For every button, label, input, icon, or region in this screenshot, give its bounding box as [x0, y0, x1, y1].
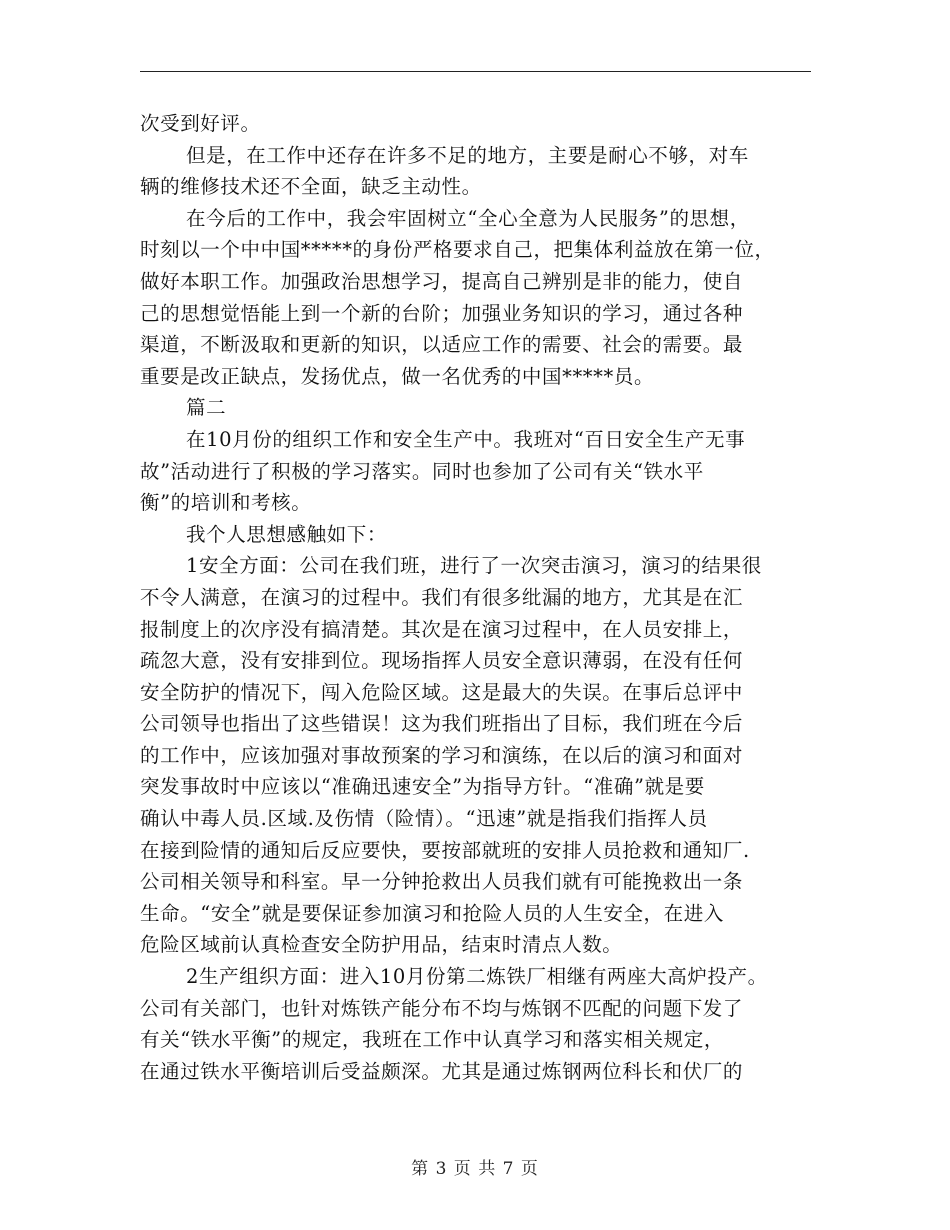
text-line: 篇二: [186, 396, 227, 420]
text-line: 生命。“安全”就是要保证参加演习和抢险人员的人生安全，在进入: [140, 901, 724, 925]
text-line: 时刻以一个中中国*****的身份严格要求自己，把集体利益放在第一位，: [140, 238, 775, 262]
text-line: 在今后的工作中，我会牢固树立“全心全意为人民服务”的思想，: [186, 206, 750, 230]
text-line: 突发事故时中应该以“准确迅速安全”为指导方针。“准确”就是要: [140, 775, 705, 799]
text-line: 1安全方面：公司在我们班，进行了一次突击演习，演习的结果很: [186, 554, 762, 578]
text-line: 次受到好评。: [140, 112, 261, 135]
text-line: 公司相关领导和科室。早一分钟抢救出人员我们就有可能挽救出一条: [140, 870, 744, 894]
text-line: 衡”的培训和考核。: [140, 491, 312, 515]
text-line: 己的思想觉悟能上到一个新的台阶；加强业务知识的学习，通过各种: [140, 301, 744, 325]
header-rule: [140, 71, 811, 72]
text-line: 在接到险情的通知后反应要快，要按部就班的安排人员抢救和通知厂.: [140, 838, 750, 862]
text-line: 故”活动进行了积极的学习落实。同时也参加了公司有关“铁水平: [140, 459, 704, 483]
text-line: 确认中毒人员.区域.及伤情（险情）。“迅速”就是指我们指挥人员: [140, 807, 708, 831]
text-line: 渠道，不断汲取和更新的知识，以适应工作的需要、社会的需要。最: [140, 333, 744, 357]
text-line: 在通过铁水平衡培训后受益颇深。尤其是通过炼钢两位科长和伏厂的: [140, 1059, 744, 1083]
text-line: 的工作中，应该加强对事故预案的学习和演练，在以后的演习和面对: [140, 743, 744, 767]
text-line: 辆的维修技术还不全面，缺乏主动性。: [140, 175, 482, 199]
text-line: 在10月份的组织工作和安全生产中。我班对“百日安全生产无事: [186, 427, 746, 451]
text-line: 公司有关部门，也针对炼铁产能分布不均与炼钢不匹配的问题下发了: [140, 996, 744, 1020]
text-line: 安全防护的情况下，闯入危险区域。这是最大的失误。在事后总评中: [140, 680, 744, 704]
text-line: 做好本职工作。加强政治思想学习，提高自己辨别是非的能力，使自: [140, 269, 744, 293]
text-line: 不令人满意，在演习的过程中。我们有很多纰漏的地方，尤其是在汇: [140, 585, 744, 609]
text-line: 2生产组织方面：进入10月份第二炼铁厂相继有两座大高炉投产。: [186, 965, 768, 989]
text-line: 疏忽大意，没有安排到位。现场指挥人员安全意识薄弱，在没有任何: [140, 649, 744, 673]
document-body: [140, 108, 820, 1087]
text-line: 我个人思想感触如下：: [186, 522, 388, 546]
text-line: 重要是改正缺点，发扬优点，做一名优秀的中国*****员。: [140, 364, 655, 388]
text-line: 有关“铁水平衡”的规定，我班在工作中认真学习和落实相关规定，: [140, 1028, 724, 1052]
text-line: 危险区域前认真检查安全防护用品，结束时清点人数。: [140, 933, 623, 957]
text-line: 报制度上的次序没有搞清楚。其次是在演习过程中，在人员安排上，: [140, 617, 744, 641]
text-line: 但是，在工作中还存在许多不足的地方，主要是耐心不够，对车: [186, 143, 749, 167]
page-number: 第 3 页 共 7 页: [411, 1159, 539, 1179]
text-line: 公司领导也指出了这些错误！这为我们班指出了目标，我们班在今后: [140, 712, 744, 736]
